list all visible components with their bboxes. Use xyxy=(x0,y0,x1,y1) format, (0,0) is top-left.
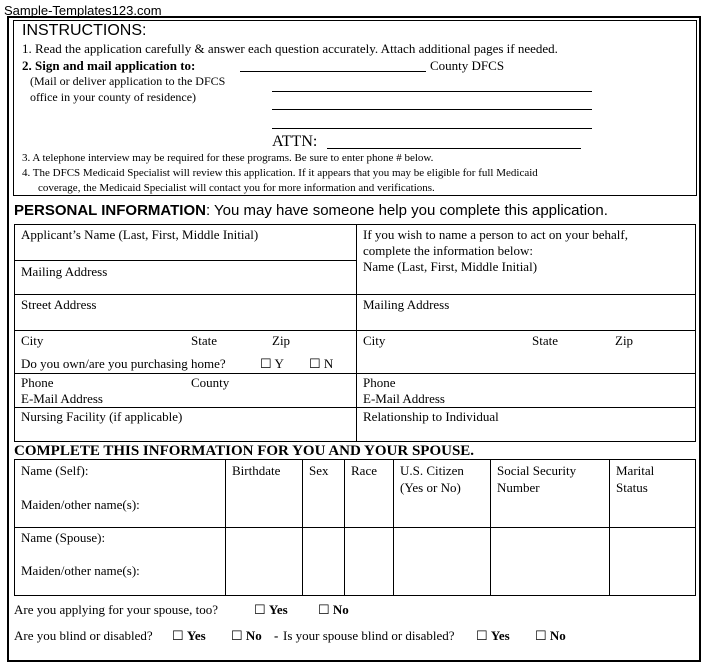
column-header-ssn-line2: Number xyxy=(497,480,540,495)
no-label: No xyxy=(332,602,349,617)
question-blind-disabled xyxy=(14,628,153,644)
column-header-marital-line2: Status xyxy=(616,480,648,495)
instruction-item-4-line2: coverage, the Medicaid Specialist will contact you for more information and verifications. xyxy=(38,182,435,194)
attn-blank-line[interactable] xyxy=(327,148,581,149)
checkbox-icon[interactable]: ☐ xyxy=(476,628,488,643)
row-line xyxy=(14,373,696,374)
personal-info-divider xyxy=(356,224,357,442)
column-header-marital-line1: Marital xyxy=(616,463,655,478)
zip-field[interactable]: Zip xyxy=(272,333,291,348)
instruction-item-1: 1. Read the application carefully & answer each question accurately. Attach additional pages if needed. xyxy=(22,41,558,56)
address-blank-line-2[interactable] xyxy=(272,109,592,110)
table-column-line xyxy=(225,459,226,596)
column-header-ssn-line1: Social Security xyxy=(497,463,577,478)
checkbox-icon[interactable]: ☐ xyxy=(318,602,330,617)
spouse-blind-yes-option[interactable] xyxy=(476,628,510,644)
table-column-line xyxy=(302,459,303,596)
column-header-race: Race xyxy=(351,463,377,478)
question-applying-for-spouse xyxy=(14,602,218,618)
table-column-line xyxy=(344,459,345,596)
address-blank-line-3[interactable] xyxy=(272,128,592,129)
city-field[interactable]: City xyxy=(21,333,44,348)
name-spouse-field[interactable]: Name (Spouse): xyxy=(21,530,106,545)
representative-zip-field[interactable]: Zip xyxy=(615,333,634,348)
checkbox-icon[interactable]: ☐ xyxy=(254,602,266,617)
question-text: Are you applying for your spouse, too? xyxy=(14,602,218,617)
county-dfcs-label: County DFCS xyxy=(430,58,505,73)
applying-spouse-no-option[interactable] xyxy=(318,602,349,618)
representative-mailing-address-field[interactable]: Mailing Address xyxy=(363,297,450,312)
personal-info-subtitle: : You may have someone help you complete this application. xyxy=(205,202,608,219)
instruction-item-3: 3. A telephone interview may be required for these programs. Be sure to enter phone # below. xyxy=(22,152,434,164)
address-blank-line-1[interactable] xyxy=(272,91,592,92)
table-row-line xyxy=(14,527,696,528)
own-home-no-label: N xyxy=(323,356,334,371)
yes-label: Yes xyxy=(490,628,510,643)
applicant-name-field[interactable]: Applicant’s Name (Last, First, Middle Initial) xyxy=(21,227,259,242)
question-text: Is your spouse blind or disabled? xyxy=(283,628,455,643)
blind-disabled-no-option[interactable] xyxy=(231,628,262,644)
personal-info-heading xyxy=(14,202,608,219)
column-header-citizen-line1: U.S. Citizen xyxy=(400,463,464,478)
checkbox-icon[interactable]: ☐ xyxy=(260,356,272,371)
own-home-yes-label: Y xyxy=(274,356,284,371)
name-self-field[interactable]: Name (Self): xyxy=(21,463,89,478)
relationship-field[interactable]: Relationship to Individual xyxy=(363,409,499,424)
spouse-section-heading: COMPLETE THIS INFORMATION FOR YOU AND YOUR SPOUSE. xyxy=(14,443,475,459)
question-separator: - xyxy=(274,628,279,643)
representative-intro-line1: If you wish to name a person to act on your behalf, xyxy=(363,227,628,242)
table-column-line xyxy=(609,459,610,596)
applying-spouse-yes-option[interactable] xyxy=(254,602,288,618)
column-header-sex: Sex xyxy=(309,463,329,478)
personal-info-title: PERSONAL INFORMATION xyxy=(14,202,206,219)
spouse-blind-no-option[interactable] xyxy=(535,628,566,644)
representative-phone-field[interactable]: Phone xyxy=(363,375,396,390)
own-home-no-option[interactable] xyxy=(309,356,333,372)
table-column-line xyxy=(393,459,394,596)
email-field[interactable]: E-Mail Address xyxy=(21,391,103,406)
checkbox-icon[interactable]: ☐ xyxy=(172,628,184,643)
yes-label: Yes xyxy=(186,628,206,643)
blind-disabled-yes-option[interactable] xyxy=(172,628,206,644)
instruction-item-2: 2. Sign and mail application to: xyxy=(22,58,196,73)
representative-email-field[interactable]: E-Mail Address xyxy=(363,391,445,406)
nursing-facility-field[interactable]: Nursing Facility (if applicable) xyxy=(21,409,183,424)
attn-label: ATTN: xyxy=(272,133,318,150)
checkbox-icon[interactable]: ☐ xyxy=(309,356,321,371)
row-line xyxy=(14,407,696,408)
representative-state-field[interactable]: State xyxy=(532,333,558,348)
own-home-yes-option[interactable] xyxy=(260,356,284,372)
instruction-item-4-line1: 4. The DFCS Medicaid Specialist will review this application. If it appears that you may be eligible for full Medicaid xyxy=(22,167,538,179)
row-line xyxy=(14,330,696,331)
instructions-heading: INSTRUCTIONS: xyxy=(22,22,147,39)
mailing-address-field[interactable]: Mailing Address xyxy=(21,264,108,279)
maiden-name-self-field[interactable]: Maiden/other name(s): xyxy=(21,497,140,512)
representative-intro-line2: complete the information below: xyxy=(363,243,534,258)
instruction-note-line1: (Mail or deliver application to the DFCS xyxy=(30,74,226,88)
state-field[interactable]: State xyxy=(191,333,217,348)
yes-label: Yes xyxy=(268,602,288,617)
street-address-field[interactable]: Street Address xyxy=(21,297,97,312)
checkbox-icon[interactable]: ☐ xyxy=(535,628,547,643)
maiden-name-spouse-field[interactable]: Maiden/other name(s): xyxy=(21,563,140,578)
watermark: Sample-Templates123.com xyxy=(4,3,162,18)
question-spouse-blind-disabled xyxy=(283,628,455,644)
checkbox-icon[interactable]: ☐ xyxy=(231,628,243,643)
own-home-question: Do you own/are you purchasing home? xyxy=(21,356,226,371)
table-column-line xyxy=(490,459,491,596)
no-label: No xyxy=(245,628,262,643)
row-line xyxy=(14,294,696,295)
representative-name-field[interactable]: Name (Last, First, Middle Initial) xyxy=(363,259,538,274)
representative-city-field[interactable]: City xyxy=(363,333,386,348)
no-label: No xyxy=(549,628,566,643)
county-field[interactable]: County xyxy=(191,375,230,390)
county-blank-line[interactable] xyxy=(240,71,426,72)
question-text: Are you blind or disabled? xyxy=(14,628,153,643)
row-line xyxy=(14,260,356,261)
phone-field[interactable]: Phone xyxy=(21,375,54,390)
column-header-citizen-line2: (Yes or No) xyxy=(400,480,461,495)
column-header-birthdate: Birthdate xyxy=(232,463,281,478)
instruction-note-line2: office in your county of residence) xyxy=(30,90,197,104)
